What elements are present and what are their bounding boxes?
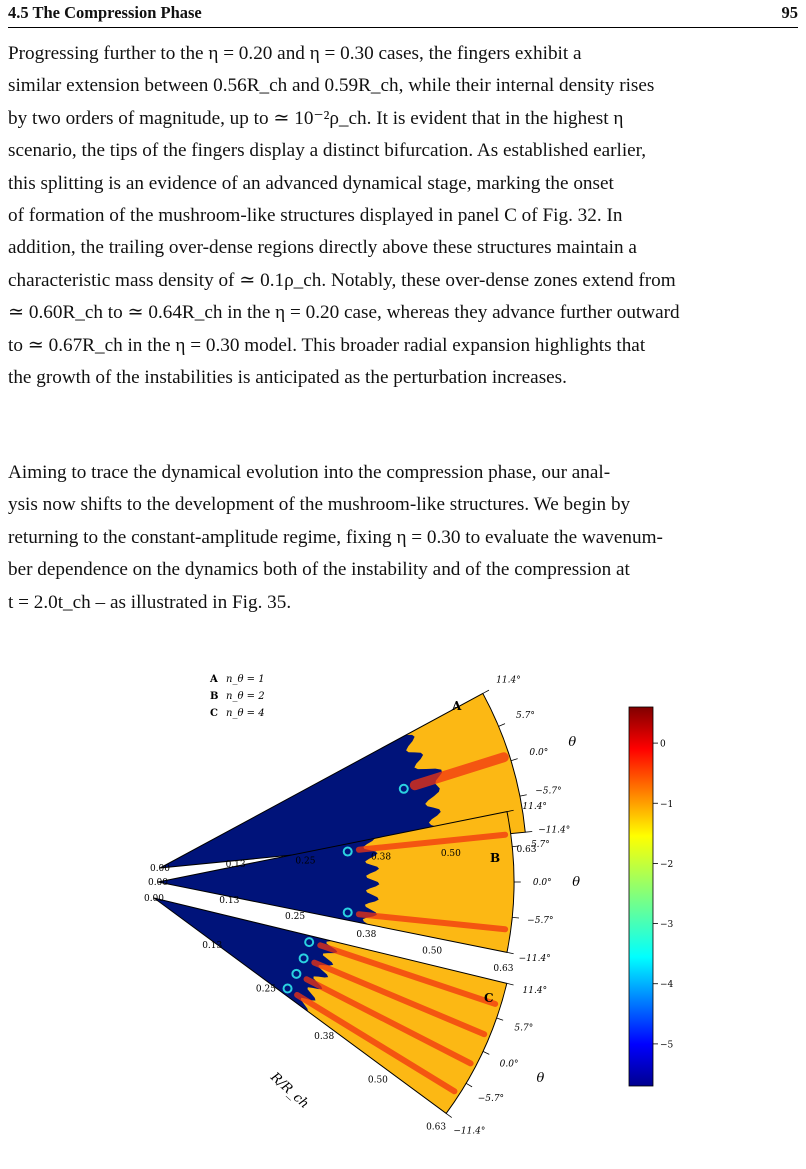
paragraph-line: ber dependence on the dynamics both of the instability and of the compression at	[8, 559, 630, 581]
angle-tick-mark	[483, 690, 489, 693]
figure-35	[0, 650, 806, 1165]
radial-tick-label: 0.63	[493, 964, 514, 975]
colorbar-tick-label: 0	[660, 739, 666, 750]
angle-tick-label: 0.0°	[529, 748, 549, 759]
legend-key: C	[210, 708, 218, 719]
panel-label: C	[484, 991, 494, 1005]
radial-tick-label: 0.38	[356, 929, 377, 940]
angle-axis-label: θ	[536, 1071, 545, 1087]
paragraph-line: similar extension between 0.56R_ch and 0.59R_ch, while their internal density rises	[8, 75, 655, 97]
radial-tick-label: 0.13	[225, 860, 246, 871]
angle-tick-mark	[497, 1018, 504, 1020]
radial-tick-label: 0.25	[255, 984, 276, 995]
radial-tick-label: 0.13	[202, 941, 223, 952]
paragraph-line: of formation of the mushroom-like structures displayed in panel C of Fig. 32. In	[8, 205, 623, 227]
section-title: 4.5 The Compression Phase	[8, 3, 202, 22]
paragraph-line: characteristic mass density of ≃ 0.1ρ_ch. Notably, these over-dense zones extend from	[8, 269, 676, 291]
angle-tick-label: 0.0°	[532, 878, 552, 888]
angle-tick-mark	[525, 832, 532, 833]
radial-tick-label: 0.25	[285, 912, 306, 923]
angle-tick-mark	[507, 983, 514, 985]
angle-tick-label: 11.4°	[522, 802, 547, 813]
page-number: 95	[781, 3, 798, 22]
angle-tick-label: −11.4°	[453, 1126, 486, 1137]
panel-label: B	[490, 851, 501, 865]
radial-axis-label: R/R_ch	[267, 1069, 312, 1112]
legend-key: B	[210, 691, 219, 702]
radial-tick-label: 0.50	[367, 1075, 388, 1086]
angle-tick-label: 5.7°	[530, 839, 550, 850]
legend-label: n_θ = 2	[226, 691, 265, 702]
figure-legend	[209, 674, 265, 719]
angle-tick-mark	[446, 1113, 452, 1117]
angle-axis-label: θ	[568, 734, 577, 750]
paragraph-line: returning to the constant-amplitude regime, fixing η = 0.30 to evaluate the wavenum-	[8, 526, 663, 548]
angle-tick-label: 5.7°	[514, 1023, 534, 1034]
radial-tick-label: 0.00	[143, 894, 165, 904]
radial-tick-label: 0.00	[147, 878, 169, 888]
angle-tick-label: 0.0°	[499, 1059, 519, 1070]
paragraph-line: Progressing further to the η = 0.20 and η = 0.30 cases, the fingers exhibit a	[8, 43, 582, 64]
colorbar-tick-label: −1	[660, 799, 674, 810]
angle-tick-mark	[512, 917, 519, 918]
radial-tick-label: 0.38	[371, 852, 392, 863]
panel-label: A	[452, 699, 462, 713]
page-header	[8, 0, 798, 28]
angle-tick-mark	[520, 795, 527, 796]
legend-label: n_θ = 4	[226, 708, 265, 719]
paragraph-line: by two orders of magnitude, up to ≃ 10⁻²ρ_ch. It is evident that in the highest η	[8, 107, 624, 129]
radial-tick-label: 0.50	[422, 946, 443, 957]
angle-tick-mark	[511, 759, 518, 761]
wedge-panels	[154, 693, 525, 1113]
radial-tick-label: 0.63	[516, 844, 537, 855]
angle-tick-label: −5.7°	[527, 916, 554, 927]
colorbar-tick-label: −2	[660, 859, 674, 870]
colorbar-gradient	[629, 707, 653, 1086]
legend-label: n_θ = 1	[226, 674, 265, 685]
angle-tick-label: 11.4°	[522, 986, 548, 997]
radial-tick-label: 0.50	[440, 848, 461, 859]
paragraph-line: this splitting is an evidence of an advanced dynamical stage, marking the onset	[8, 172, 614, 194]
radial-tick-label: 0.38	[314, 1031, 335, 1042]
paragraph-line: to ≃ 0.67R_ch in the η = 0.30 model. This broader radial expansion highlights that	[8, 334, 646, 356]
colorbar-tick-label: −4	[660, 980, 674, 991]
angle-tick-label: −11.4°	[518, 953, 551, 964]
radial-tick-label: 0.00	[149, 864, 171, 874]
angle-tick-mark	[483, 1051, 489, 1054]
colorbar-tick-label: −3	[660, 920, 674, 931]
radial-tick-label: 0.13	[219, 895, 240, 906]
colorbar-tick-label: −5	[660, 1040, 674, 1051]
paragraph-line: addition, the trailing over-dense regions directly above these structures maintain a	[8, 237, 637, 259]
paragraph-line: t = 2.0t_ch – as illustrated in Fig. 35.	[8, 591, 292, 613]
angle-tick-label: 11.4°	[496, 675, 521, 686]
colorbar	[629, 707, 674, 1086]
radial-tick-label: 0.25	[295, 856, 316, 867]
paragraph-line: scenario, the tips of the fingers display a distinct bifurcation. As established earlier,	[8, 140, 647, 162]
angle-tick-mark	[499, 724, 505, 727]
legend-key: A	[210, 674, 218, 685]
angle-axis-label: θ	[572, 875, 581, 890]
paragraph-line: the growth of the instabilities is anticipated as the perturbation increases.	[8, 367, 567, 389]
radial-tick-label: 0.63	[426, 1122, 447, 1133]
angle-tick-label: −5.7°	[477, 1094, 505, 1105]
paragraph-line: Aiming to trace the dynamical evolution into the compression phase, our anal-	[8, 462, 611, 483]
angle-tick-mark	[466, 1083, 472, 1087]
angle-tick-label: −11.4°	[538, 825, 571, 836]
angle-tick-label: 5.7°	[516, 711, 535, 722]
paragraph-line: ≃ 0.60R_ch to ≃ 0.64R_ch in the η = 0.20 case, whereas they advance further outward	[8, 302, 680, 324]
paragraph-2	[8, 457, 798, 619]
angle-tick-label: −5.7°	[535, 786, 562, 797]
paragraph-line: ysis now shifts to the development of the mushroom-like structures. We begin by	[8, 494, 631, 516]
paragraph-1	[8, 38, 798, 394]
angle-tick-mark	[507, 952, 514, 953]
